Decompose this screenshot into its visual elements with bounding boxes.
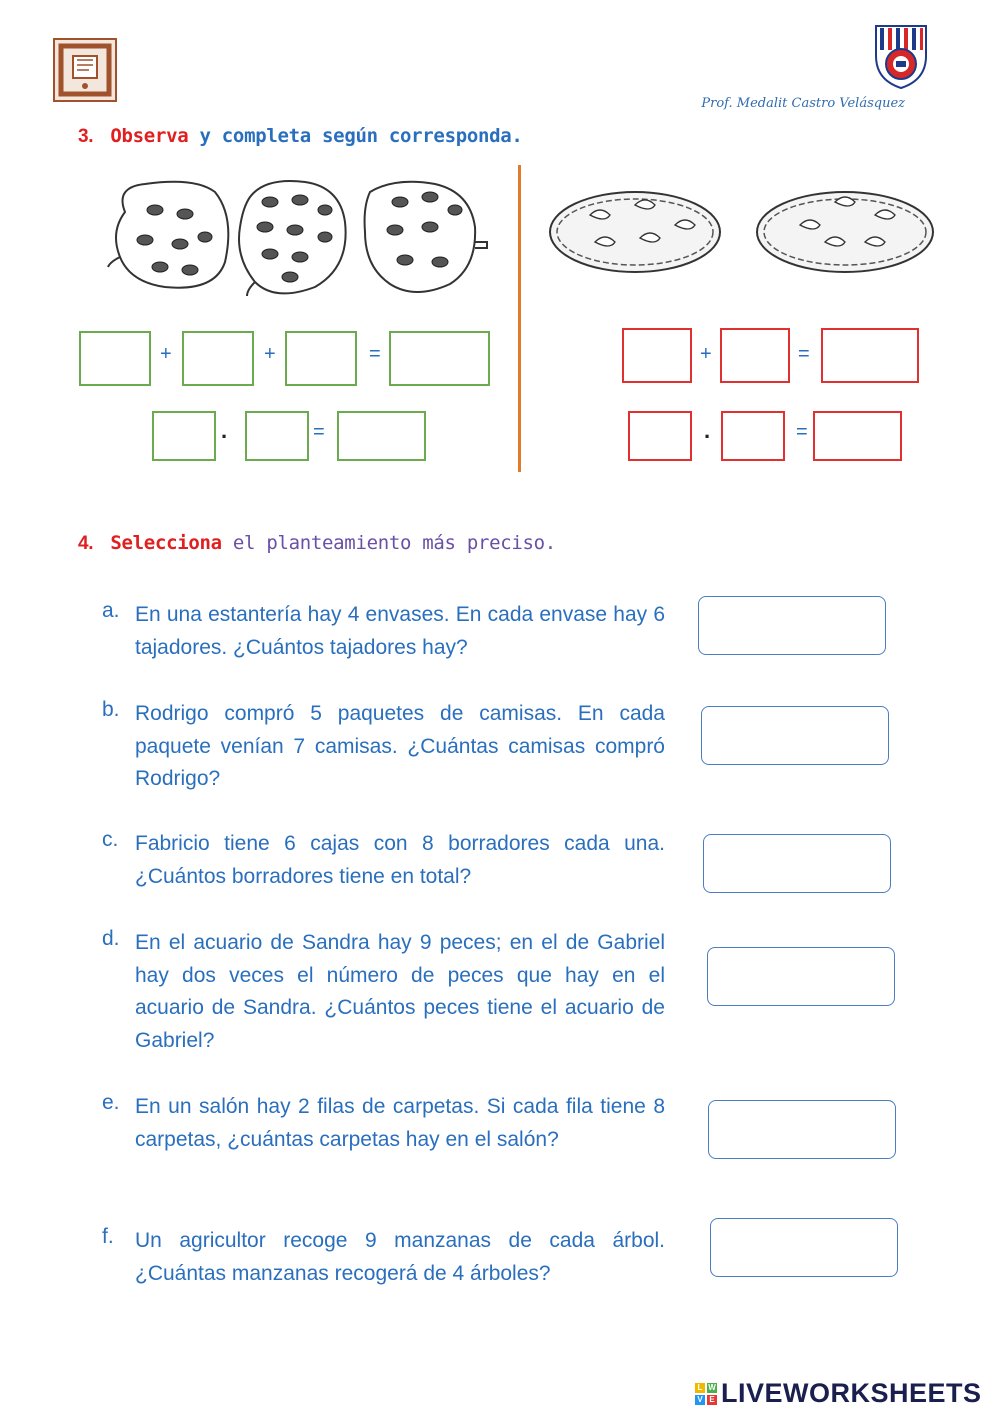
logo-letter: W (708, 1382, 716, 1392)
times-sign: . (704, 418, 711, 443)
question-a-answer-box[interactable] (698, 596, 886, 655)
question-c-letter: c. (102, 828, 119, 851)
question-b-text: Rodrigo compró 5 paquetes de camisas. En cada paquete venían 7 camisas. ¿Cuántas camisas compró Rodrigo? (135, 702, 665, 790)
equals-sign: = (369, 343, 381, 365)
logo-letter: V (695, 1395, 705, 1405)
duck-sum-box[interactable] (821, 328, 919, 383)
question-d-letter: d. (102, 927, 120, 950)
section-4-instruction: el planteamiento más preciso. (221, 532, 556, 554)
ladybug-addend-2-box[interactable] (182, 331, 254, 386)
section-3-number: 3. (78, 126, 94, 147)
section-4-number: 4. (78, 533, 94, 554)
ladybug-sum-box[interactable] (389, 331, 490, 386)
author-credit: Prof. Medalit Castro Velásquez (701, 96, 905, 111)
ladybug-product-box[interactable] (337, 411, 426, 461)
plus-sign: + (264, 343, 276, 365)
question-e-letter: e. (102, 1091, 120, 1114)
duck-addend-2-box[interactable] (720, 328, 790, 383)
question-f-letter: f. (102, 1225, 114, 1248)
ladybug-addend-1-box[interactable] (79, 331, 151, 386)
question-b-answer-box[interactable] (701, 706, 889, 765)
question-a-text: En una estantería hay 4 envases. En cada envase hay 6 tajadores. ¿Cuántos tajadores hay? (135, 603, 665, 659)
section-4-heading (78, 532, 556, 555)
duck-product-box[interactable] (813, 411, 902, 461)
equals-sign: = (796, 421, 808, 443)
vertical-divider (518, 165, 521, 472)
section-4-keyword: Selecciona (110, 532, 222, 554)
question-f-answer-box[interactable] (710, 1218, 898, 1277)
ladybug-addend-3-box[interactable] (285, 331, 357, 386)
equals-sign: = (798, 343, 810, 365)
question-c-text: Fabricio tiene 6 cajas con 8 borradores cada una. ¿Cuántos borradores tiene en total? (135, 832, 665, 888)
duck-addend-1-box[interactable] (622, 328, 692, 383)
times-sign: . (221, 418, 228, 443)
plus-sign: + (700, 343, 712, 365)
ladybug-leaves-illustration (105, 172, 490, 307)
section-3-instruction: y completa según corresponda. (188, 125, 523, 147)
duck-factor-1-box[interactable] (628, 411, 692, 461)
duck-ponds-illustration (545, 180, 940, 280)
question-a-letter: a. (102, 599, 120, 622)
section-3-heading (78, 125, 523, 148)
liveworksheets-wordmark: LIVEWORKSHEETS (721, 1378, 982, 1408)
ladybug-factor-2-box[interactable] (245, 411, 309, 461)
question-b-letter: b. (102, 698, 120, 721)
question-c-answer-box[interactable] (703, 834, 891, 893)
duck-factor-2-box[interactable] (721, 411, 785, 461)
liveworksheets-logo-icon (695, 1383, 717, 1405)
school-logo (53, 38, 117, 102)
logo-letter: L (695, 1383, 705, 1393)
plus-sign: + (160, 343, 172, 365)
question-d-answer-box[interactable] (707, 947, 895, 1006)
section-3-keyword: Observa (110, 125, 189, 147)
question-e-text: En un salón hay 2 filas de carpetas. Si cada fila tiene 8 carpetas, ¿cuántas carpetas hay en el salón? (135, 1095, 665, 1151)
question-d-text: En el acuario de Sandra hay 9 peces; en el de Gabriel hay dos veces el número de peces que hay en el acuario de Sandra. ¿Cuántos peces tiene el acuario de Gabriel? (135, 931, 665, 1052)
logo-letter: E (707, 1395, 717, 1405)
equals-sign: = (313, 421, 325, 443)
question-f-text: Un agricultor recoge 9 manzanas de cada árbol. ¿Cuántas manzanas recogerá de 4 árboles? (135, 1229, 665, 1285)
question-e-answer-box[interactable] (708, 1100, 896, 1159)
liveworksheets-branding (695, 1378, 982, 1409)
school-crest-logo (872, 22, 930, 90)
ladybug-factor-1-box[interactable] (152, 411, 216, 461)
